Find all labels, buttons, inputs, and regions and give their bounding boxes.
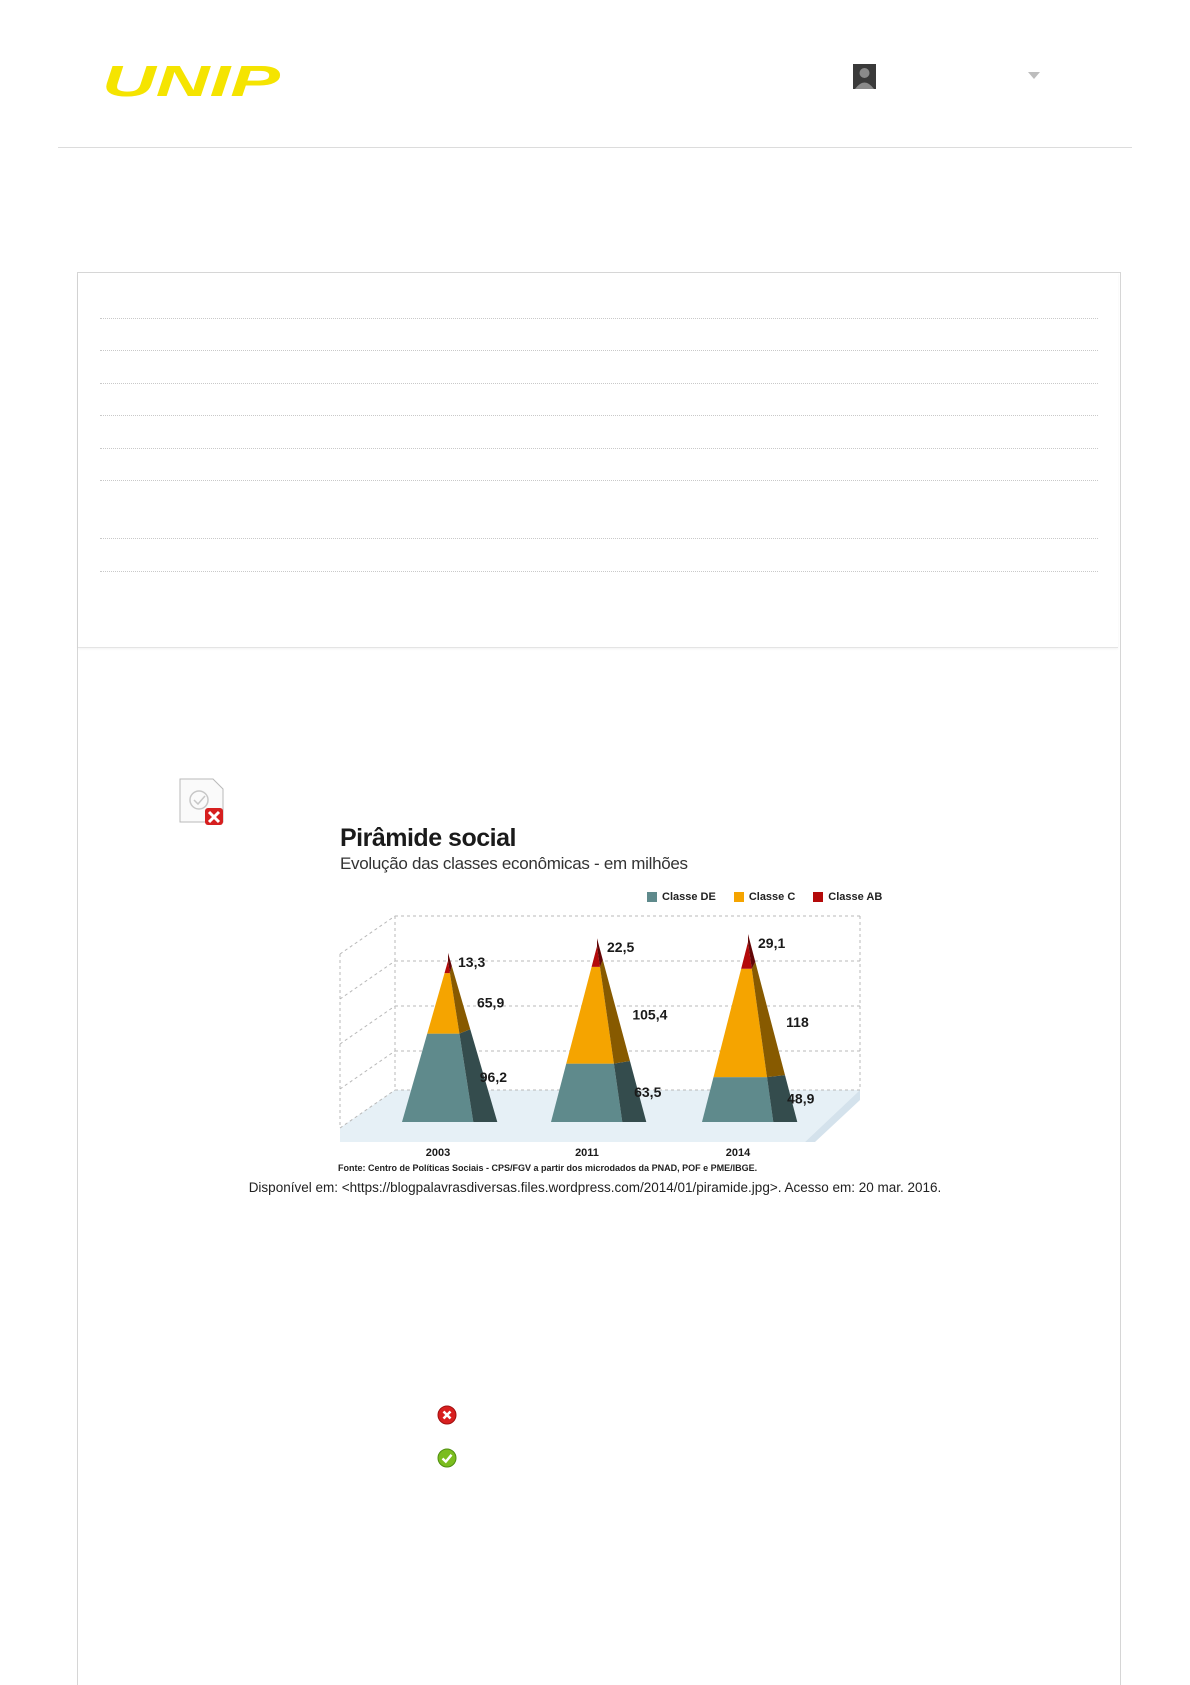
chart-legend [647, 891, 882, 903]
data-label: 13,3 [458, 953, 486, 970]
broken-image-icon [179, 778, 225, 826]
chevron-down-icon[interactable] [1028, 72, 1040, 79]
data-label: 63,5 [634, 1083, 662, 1100]
data-label: 118 [786, 1013, 809, 1030]
grid-line [340, 1006, 395, 1044]
legend-swatch-c [734, 892, 744, 902]
x-tick-label: 2011 [575, 1147, 599, 1159]
header-divider [58, 147, 1132, 148]
data-label: 48,9 [787, 1090, 815, 1107]
data-label: 65,9 [476, 994, 505, 1011]
dotted-divider [100, 480, 1098, 481]
data-label: 105,4 [632, 1006, 668, 1023]
grid-line [340, 1051, 395, 1089]
question-header-panel [78, 273, 1118, 648]
pyramid-segment [702, 1077, 773, 1122]
x-tick-label: 2003 [425, 1147, 451, 1159]
data-label: 96,2 [479, 1068, 508, 1085]
legend-label-ab: Classe AB [828, 891, 883, 903]
legend-label-c: Classe C [748, 891, 796, 903]
chart-subtitle: Evolução das classes econômicas - em milhões [340, 854, 688, 873]
data-label: 29,1 [758, 935, 786, 951]
chart-source: Fonte: Centro de Políticas Sociais - CPS/FGV a partir dos microdados da PNAD, POF e PME/IBGE. [338, 1163, 758, 1173]
wrong-answer-icon [437, 1405, 457, 1425]
legend-item-de [647, 891, 716, 903]
dotted-divider [100, 318, 1098, 319]
dotted-divider [100, 448, 1098, 449]
dotted-divider [100, 538, 1098, 539]
x-tick-label: 2014 [725, 1147, 751, 1159]
pyramid-segment [551, 1064, 622, 1122]
figure-caption: Disponível em: <https://blogpalavrasdiversas.files.wordpress.com/2014/01/piramide.jpg>. Acesso em: 20 mar. 2016. [248, 1180, 942, 1195]
grid-line [340, 961, 395, 999]
legend-item-ab [813, 891, 882, 903]
logo-text: UNIP [102, 62, 282, 102]
chart-title: Pirâmide social [340, 824, 516, 852]
social-pyramid-chart [335, 820, 895, 1175]
correct-answer-icon [437, 1448, 457, 1468]
dotted-divider [100, 571, 1098, 572]
legend-swatch-de [647, 892, 657, 902]
unip-logo[interactable] [102, 62, 284, 102]
dotted-divider [100, 383, 1098, 384]
data-label: 22,5 [607, 939, 635, 956]
dotted-divider [100, 415, 1098, 416]
chart-plot [335, 906, 895, 1161]
legend-swatch-ab [813, 892, 823, 902]
grid-line [340, 916, 395, 954]
legend-label-de: Classe DE [662, 891, 716, 903]
dotted-divider [100, 350, 1098, 351]
legend-item-c [734, 891, 795, 903]
avatar-icon[interactable] [853, 64, 876, 89]
